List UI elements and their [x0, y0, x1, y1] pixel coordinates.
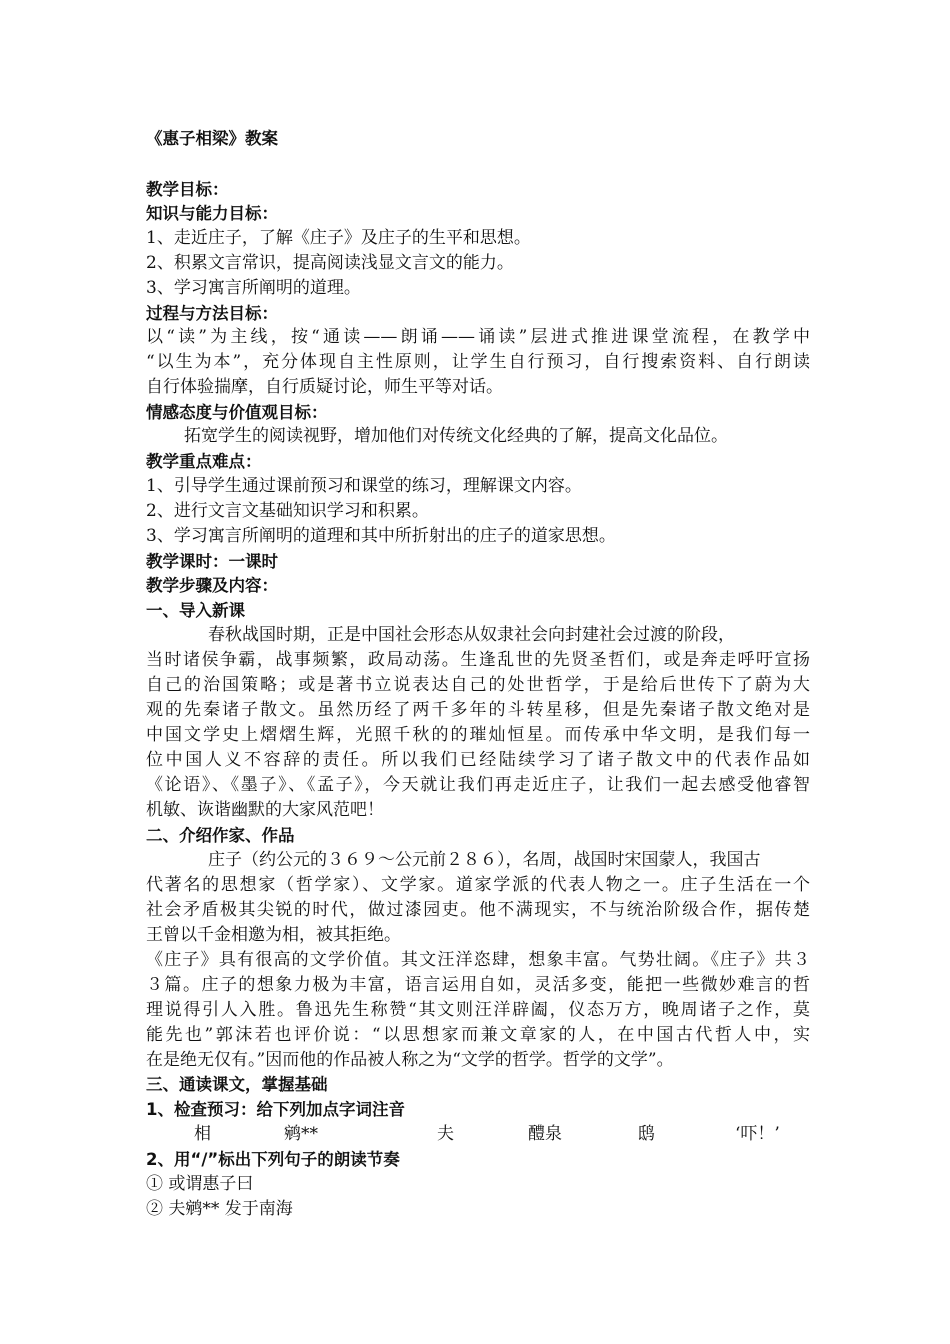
process-line: 以“读”为主线，按“通读——朗诵——诵读”层进式推进课堂流程，在教学中	[146, 327, 810, 347]
process-line: “以生为本”，充分体现自主性原则，让学生自行预习，自行搜索资料、自行朗读	[146, 352, 810, 372]
emotion-line: 拓宽学生的阅读视野，增加他们对传统文化经典的了解，提高文化品位。	[184, 426, 728, 446]
process-line: 自行体验揣摩，自行质疑讨论，师生平等对话。	[146, 377, 503, 397]
rhythm-item: ① 或谓惠子曰	[146, 1174, 254, 1194]
knowledge-heading: 知识与能力目标：	[146, 204, 278, 223]
keypoints-item: 2、进行文言文基础知识学习和积累。	[146, 501, 429, 521]
emotion-heading: 情感态度与价值观目标：	[146, 403, 328, 422]
keypoints-item: 3、学习寓言所阐明的道理和其中所折射出的庄子的道家思想。	[146, 526, 616, 546]
section2-line: 社会矛盾极其尖锐的时代，做过漆园吏。他不满现实，不与统治阶级合作，据传楚	[146, 900, 810, 920]
section1-line: 《论语》、《墨子》、《孟子》，今天就让我们再走近庄子，让我们一起去感受他睿智	[146, 775, 810, 795]
vocab-row	[146, 1122, 810, 1147]
section2-line: ３篇。庄子的想象力极为丰富，语言运用自如，灵活多变，能把一些微妙难言的哲	[146, 975, 810, 995]
section1-heading: 一、导入新课	[146, 601, 245, 620]
section2-line: 王曾以千金相邀为相，被其拒绝。	[146, 925, 401, 945]
section1-line: 机敏、诙谐幽默的大家风范吧！	[146, 800, 384, 820]
vocab-item: 鹓**	[284, 1124, 318, 1144]
sub2-heading: 2、用“/”标出下列句子的朗读节奏	[146, 1150, 400, 1169]
section2-line: 《庄子》具有很高的文学价值。其文汪洋恣肆，想象丰富。气势壮阔。《庄子》共３	[146, 950, 810, 970]
section2-heading: 二、介绍作家、作品	[146, 826, 295, 845]
section3-heading: 三、通读课文，掌握基础	[146, 1075, 328, 1094]
section1-line: 春秋战国时期，正是中国社会形态从奴隶社会向封建社会过渡的阶段，	[208, 625, 735, 645]
knowledge-item: 3、学习寓言所阐明的道理。	[146, 278, 361, 298]
vocab-item: 鸱	[638, 1124, 655, 1144]
process-heading: 过程与方法目标：	[146, 304, 278, 323]
section1-line: 中国文学史上熠熠生辉，光照千秋的的璀灿恒星。而传承中华文明，是我们每一	[146, 725, 810, 745]
vocab-item: 相	[194, 1124, 211, 1144]
vocab-item: ‘吓！’	[735, 1124, 780, 1144]
rhythm-item: ② 夫鹓** 发于南海	[146, 1199, 293, 1219]
steps-heading: 教学步骤及内容：	[146, 576, 278, 595]
vocab-item: 夫	[437, 1124, 454, 1144]
section1-line: 当时诸侯争霸，战事频繁，政局动荡。生逢乱世的先贤圣哲们，或是奔走呼吁宣扬	[146, 650, 810, 670]
sub1-heading: 1、检查预习：给下列加点字词注音	[146, 1100, 405, 1119]
section2-line: 理说得引人入胜。鲁迅先生称赞“其文则汪洋辟阖，仪态万方，晚周诸子之作，莫	[146, 1000, 810, 1020]
objectives-heading: 教学目标：	[146, 180, 229, 199]
section2-line: 代著名的思想家（哲学家）、文学家。道家学派的代表人物之一。庄子生活在一个	[146, 875, 810, 895]
section1-line: 自己的治国策略；或是著书立说表达自己的处世哲学，于是给后世传下了蔚为大	[146, 675, 810, 695]
keypoints-heading: 教学重点难点：	[146, 452, 262, 471]
section1-line: 位中国人义不容辞的责任。所以我们已经陆续学习了诸子散文中的代表作品如	[146, 750, 810, 770]
hours-heading: 教学课时：一课时	[146, 552, 278, 571]
knowledge-item: 1、走近庄子，了解《庄子》及庄子的生平和思想。	[146, 228, 531, 248]
section2-line: 能先也”郭沫若也评价说：“以思想家而兼文章家的人，在中国古代哲人中，实	[146, 1025, 810, 1045]
section1-line: 观的先秦诸子散文。虽然历经了两千多年的斗转星移，但是先秦诸子散文绝对是	[146, 700, 810, 720]
vocab-item: 醴泉	[528, 1124, 562, 1144]
keypoints-item: 1、引导学生通过课前预习和课堂的练习，理解课文内容。	[146, 476, 582, 496]
section2-line: 庄子（约公元的３６９～公元前２８６），名周，战国时宋国蒙人，我国古	[208, 850, 761, 870]
section2-line: 在是绝无仅有。”因而他的作品被人称之为“文学的哲学。哲学的文学”。	[146, 1050, 674, 1070]
knowledge-item: 2、积累文言常识，提高阅读浅显文言文的能力。	[146, 253, 514, 273]
document-title: 《惠子相梁》教案	[146, 129, 278, 148]
